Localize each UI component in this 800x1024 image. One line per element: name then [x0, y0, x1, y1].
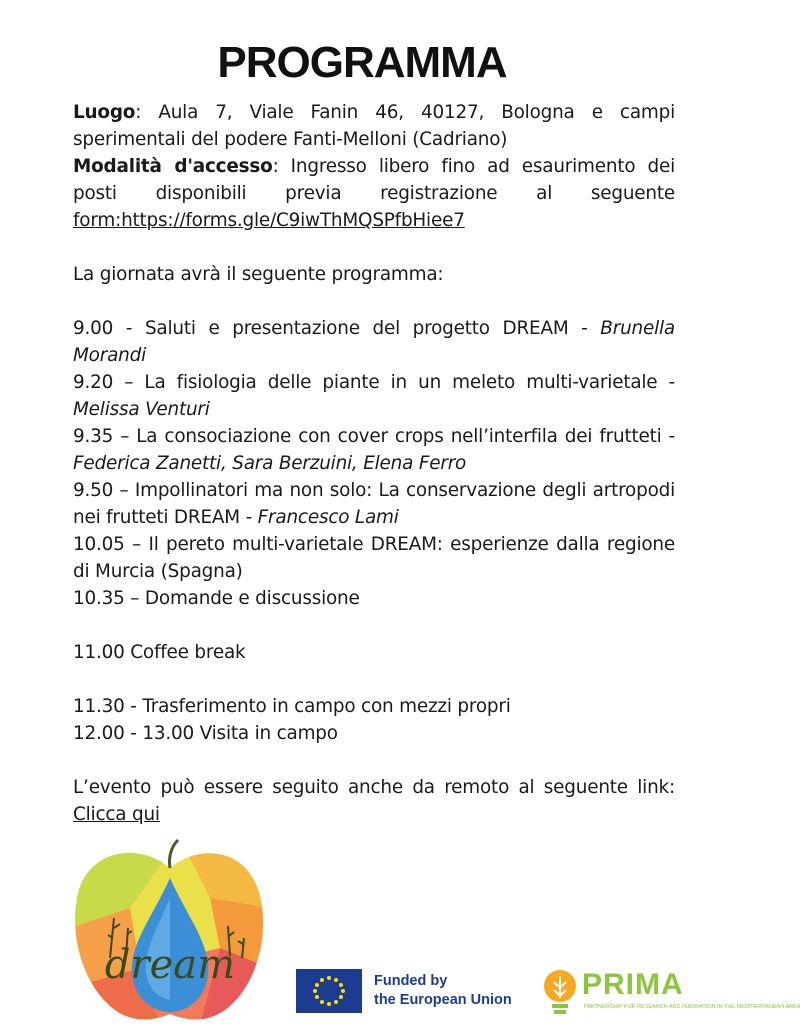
venue-text: : Aula 7, Viale Fanin 46, 40127, Bologna e campi sperimentali del podere Fanti-Melloni (Cadriano) — [73, 102, 675, 150]
remote-link[interactable]: Clicca qui — [73, 804, 160, 825]
access-text: : Ingresso libero fino ad esaurimento dei posti disponibili previa registrazione al seguente — [73, 156, 675, 204]
prima-subtitle: PARTNERSHIP FOR RESEARCH AND INNOVATION IN THE MEDITERRANEAN AREA — [584, 1004, 800, 1010]
venue-label: Luogo — [73, 102, 136, 123]
session-item: 9.20 – La fisiologia delle piante in un meleto multi-varietale - Melissa Venturi — [73, 372, 675, 420]
intro-text: La giornata avrà il seguente programma: — [73, 264, 444, 285]
eu-flag-icon — [296, 969, 362, 1013]
prima-bulb-icon — [540, 968, 580, 1016]
session-speakers: Brunella Morandi — [73, 318, 675, 366]
session-speakers: Melissa Venturi — [73, 399, 210, 420]
session-item: 9.35 – La consociazione con cover crops nell’interfila dei frutteti - Federica Zanetti, Sara Berzuini, Elena Ferro — [73, 426, 675, 474]
dream-logo — [70, 838, 270, 1024]
session-item: 9.00 - Saluti e presentazione del progetto DREAM - Brunella Morandi — [73, 318, 675, 366]
access-label: Modalità d'accesso — [73, 156, 273, 177]
access-link-line — [73, 207, 675, 234]
page-title: PROGRAMMA — [217, 38, 507, 87]
prima-logo-text: PRIMA — [582, 968, 684, 1001]
program-content — [73, 99, 675, 828]
transfer-item: 11.30 - Trasferimento in campo con mezzi propri — [73, 696, 511, 717]
remote-text: L’evento può essere seguito anche da remoto al seguente link: — [73, 777, 675, 798]
session-item: 10.35 – Domande e discussione — [73, 588, 360, 609]
coffee-break: 11.00 Coffee break — [73, 642, 246, 663]
venue-paragraph — [73, 99, 675, 153]
session-item: 9.50 – Impollinatori ma non solo: La conservazione degli artropodi nei frutteti DREAM - Francesco Lami — [73, 480, 675, 528]
session-speakers: Francesco Lami — [257, 507, 399, 528]
visit-item: 12.00 - 13.00 Visita in campo — [73, 723, 338, 744]
access-paragraph — [73, 153, 675, 207]
remote-link-line — [73, 801, 675, 828]
dream-logo-word: dream — [104, 942, 236, 988]
eu-funding-text: Funded by the European Union — [374, 973, 512, 1008]
registration-form-link[interactable]: form:https://forms.gle/C9iwThMQSPfbHiee7 — [73, 210, 465, 231]
session-item: 10.05 – Il pereto multi-varietale DREAM: esperienze dalla regione di Murcia (Spagna) — [73, 534, 675, 582]
session-speakers: Federica Zanetti, Sara Berzuini, Elena Ferro — [73, 453, 467, 474]
